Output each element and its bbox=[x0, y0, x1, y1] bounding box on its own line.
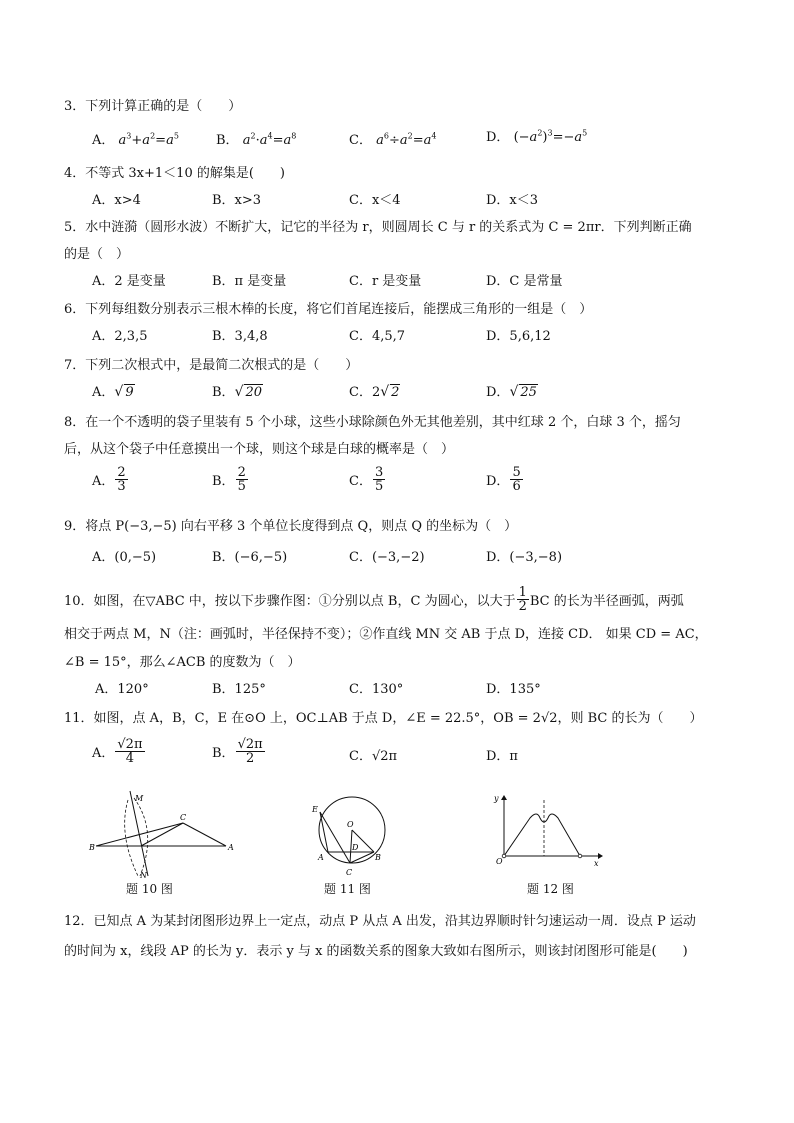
q7-option-c: C．2√ 2 bbox=[349, 384, 400, 400]
fig12-x-arrow bbox=[598, 853, 603, 859]
q8-option-d: D． $\frac{5}{6}$ bbox=[486, 465, 521, 494]
fig12-end-point bbox=[578, 854, 582, 858]
fig11-label-c: C bbox=[346, 868, 353, 877]
q7-option-a: A．√ 9 bbox=[92, 384, 134, 400]
q10-option-c: C．130° bbox=[349, 682, 404, 697]
q5-line2: 的是（ ） bbox=[64, 247, 130, 262]
q11-option-b: B． $\frac{√2\pi}{2}$ bbox=[212, 737, 263, 766]
fig10-label-b: B bbox=[89, 843, 95, 852]
q6-option-c: C．4,5,7 bbox=[349, 329, 406, 344]
q6-option-d: D．5,6,12 bbox=[486, 329, 551, 344]
fig11-label-b: B bbox=[375, 853, 381, 862]
fig12-start-point bbox=[502, 854, 506, 858]
q9-option-a: A．(0,−5) bbox=[92, 550, 157, 565]
fig11-segment-ec bbox=[320, 812, 350, 863]
figure-10 bbox=[88, 786, 238, 880]
q5-line1: 5．水中涟漪（圆形水波）不断扩大，记它的半径为 r，则圆周长 C 与 r 的关系式为 C = 2πr．下列判断正确 bbox=[64, 220, 692, 235]
q5-option-d: D．C 是常量 bbox=[486, 274, 563, 289]
q7-option-b: B．√ 20 bbox=[212, 384, 263, 400]
q6-option-b: B．3,4,8 bbox=[212, 329, 268, 344]
q3-option-d: D． $(-a^2)^3=-a^5$ bbox=[486, 128, 588, 145]
q8-option-a: A． $\frac{2}{3}$ bbox=[92, 465, 126, 494]
fig10-label-m: M bbox=[135, 794, 144, 803]
fig11-label-e: E bbox=[312, 805, 318, 814]
fig12-label-o: O bbox=[496, 857, 503, 866]
fig10-label-a: A bbox=[228, 843, 234, 852]
q5-option-c: C．r 是变量 bbox=[349, 274, 422, 289]
q3-stem: 3．下列计算正确的是（ ） bbox=[64, 99, 242, 114]
q7-option-d: D．√ 25 bbox=[486, 384, 537, 400]
q11-stem: 11．如图，点 A，B，C，E 在⊙O 上，OC⊥AB 于点 D，∠E = 22.5°，OB = 2√2，则 BC 的长为（ ） bbox=[64, 711, 703, 726]
q6-option-a: A．2,3,5 bbox=[92, 329, 148, 344]
figure-12 bbox=[490, 790, 610, 870]
q12-line2: 的时间为 x，线段 AP 的长为 y．表示 y 与 x 的函数关系的图象大致如右图所示，则该封闭图形可能是( ) bbox=[64, 944, 688, 959]
q11-option-a: A． $\frac{√2\pi}{4}$ bbox=[92, 737, 143, 766]
fig12-label-y: y bbox=[494, 794, 499, 803]
fig12-y-arrow bbox=[501, 795, 507, 800]
q6-stem: 6．下列每组数分别表示三根木棒的长度，将它们首尾连接后，能摆成三角形的一组是（ ） bbox=[64, 302, 593, 317]
q9-stem: 9．将点 P(−3,−5) 向右平移 3 个单位长度得到点 Q，则点 Q 的坐标为（ ） bbox=[64, 519, 518, 534]
q10-option-d: D．135° bbox=[486, 682, 541, 697]
fig10-line-mn bbox=[130, 791, 148, 876]
q10-option-b: B．125° bbox=[212, 682, 266, 697]
fig12-curve bbox=[504, 814, 580, 856]
q3-option-a: A． $a^3+a^2=a^5$ bbox=[92, 131, 179, 148]
q8-line1: 8．在一个不透明的袋子里装有 5 个小球，这些小球除颜色外无其他差别，其中红球 2 个，白球 3 个，摇匀 bbox=[64, 415, 681, 430]
fig10-label-c: C bbox=[180, 813, 187, 822]
q3-option-c: C． $a^6\div a^2=a^4$ bbox=[349, 131, 437, 148]
fig11-label-d: D bbox=[352, 843, 359, 852]
fig12-label-x: x bbox=[594, 859, 599, 868]
q9-option-b: B．(−6,−5) bbox=[212, 550, 288, 565]
q4-option-d: D．x＜3 bbox=[486, 193, 539, 208]
q11-option-c: C．√2π bbox=[349, 749, 398, 764]
q4-stem: 4．不等式 3x+1＜10 的解集是( ) bbox=[64, 166, 285, 181]
fig11-caption: 题 11 图 bbox=[324, 882, 371, 896]
fig11-label-o: O bbox=[347, 820, 354, 829]
q8-option-b: B． $\frac{2}{5}$ bbox=[212, 465, 246, 494]
q10-line3: ∠B = 15°，那么∠ACB 的度数为（ ） bbox=[64, 655, 301, 670]
fig10-segment-ca bbox=[183, 823, 226, 846]
fig10-caption: 题 10 图 bbox=[126, 882, 173, 896]
q8-option-c: C． $\frac{3}{5}$ bbox=[349, 465, 384, 494]
q4-option-c: C．x＜4 bbox=[349, 193, 401, 208]
figure-11 bbox=[304, 790, 396, 882]
q10-line2: 相交于两点 M，N（注：画弧时，半径保持不变）；②作直线 MN 交 AB 于点 D，连接 CD． 如果 CD = AC， bbox=[64, 627, 708, 642]
q9-option-c: C．(−3,−2) bbox=[349, 550, 425, 565]
q10-option-a: A．120° bbox=[95, 682, 149, 697]
q4-option-a: A．x>4 bbox=[92, 193, 141, 208]
q5-option-a: A．2 是变量 bbox=[92, 274, 166, 289]
q4-option-b: B．x>3 bbox=[212, 193, 262, 208]
q9-option-d: D．(−3,−8) bbox=[486, 550, 563, 565]
q3-option-b: B． $a^2\cdot a^4=a^8$ bbox=[216, 131, 297, 148]
fig10-label-n: N bbox=[140, 871, 147, 880]
q8-line2: 后，从这个袋子中任意摸出一个球，则这个球是白球的概率是（ ） bbox=[64, 442, 455, 457]
fig12-caption: 题 12 图 bbox=[527, 882, 574, 896]
q10-line1: 10．如图，在▽ABC 中，按以下步骤作图：①分别以点 B，C 为圆心，以大于 $\frac{1}{2}$ BC 的长为半径画弧，两弧 bbox=[64, 585, 684, 614]
q11-option-d: D．π bbox=[486, 749, 518, 764]
q5-option-b: B．π 是变量 bbox=[212, 274, 287, 289]
fig11-label-a: A bbox=[318, 853, 324, 862]
q7-stem: 7．下列二次根式中，是最简二次根式的是（ ） bbox=[64, 358, 359, 373]
q12-line1: 12．已知点 A 为某封闭图形边界上一定点，动点 P 从点 A 出发，沿其边界顺时针匀速运动一周．设点 P 运动 bbox=[64, 914, 696, 929]
